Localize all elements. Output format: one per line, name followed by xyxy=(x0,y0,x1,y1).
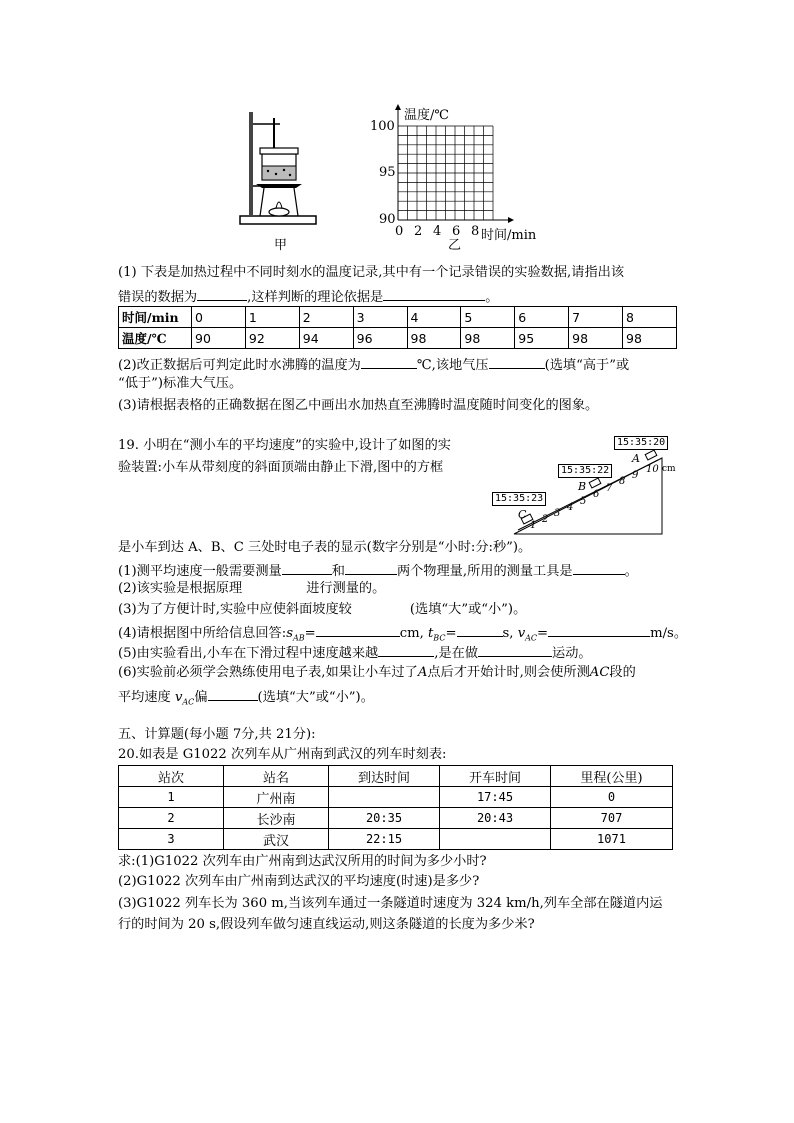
table-header: 站名 xyxy=(224,766,329,787)
point-c: C xyxy=(518,508,527,521)
x-tick-2: 2 xyxy=(414,224,423,239)
train-timetable xyxy=(118,765,673,850)
boiling-apparatus-drawing xyxy=(232,108,322,233)
scale-6: 6 xyxy=(593,489,600,500)
table-header-temperature: 温度/℃ xyxy=(119,328,192,349)
clock-a: 15:35:20 xyxy=(614,436,668,450)
clock-b: 15:35:22 xyxy=(558,464,612,478)
y-tick-90: 90 xyxy=(379,212,396,227)
q19-intro-line3: 是小车到达 A、B、C 三处时电子表的显示(数字分别是“小时:分:秒”)。 xyxy=(118,540,532,555)
q19-sub5: (5)由实验看出,小车在下滑过程中速度越来越 ,是在做 运动。 xyxy=(118,642,592,663)
point-a: A xyxy=(632,452,640,465)
x-tick-8: 8 xyxy=(471,224,480,239)
scale-4: 4 xyxy=(567,502,574,513)
x-tick-0: 0 xyxy=(395,224,404,239)
table-row: 1 广州南 17:45 0 xyxy=(119,787,673,808)
answer-blank[interactable] xyxy=(548,622,650,637)
x-tick-6: 6 xyxy=(452,224,461,239)
q18-part1-line1: (1) 下表是加热过程中不同时刻水的温度记录,其中有一个记录错误的实验数据,请指出该 xyxy=(118,265,625,280)
table-header: 到达时间 xyxy=(329,766,440,787)
answer-blank[interactable] xyxy=(316,622,400,637)
table-header-time: 时间/min xyxy=(119,307,192,328)
scale-7: 7 xyxy=(606,483,613,494)
q20-ask3-line2: 行的时间为 20 s,假设列车做匀速直线运动,则这条隧道的长度为多少米? xyxy=(118,917,535,932)
q20-ask1: 求:(1)G1022 次列车由广州南到达武汉所用的时间为多少小时? xyxy=(118,854,487,869)
q19-sub4: (4)请根据图中所给信息回答$:s_{AB}=$ cm, $t_{BC}= s$, $v_{AC}= m/s$。 xyxy=(118,622,687,648)
scale-5: 5 xyxy=(580,496,587,507)
q18-part2-line1: (2)改正数据后可判定此时水沸腾的温度为 ℃,该地气压 (选填“高于”或 xyxy=(118,354,629,375)
q19-sub2: (2)该实验是根据原理 进行测量的。 xyxy=(118,581,386,596)
figure-temperature-grid xyxy=(368,100,558,253)
answer-blank[interactable] xyxy=(478,642,552,657)
scale-2: 2 xyxy=(542,514,549,525)
figure-label-yi: 乙 xyxy=(448,238,462,253)
q20-ask2: (2)G1022 次列车由广州南到达武汉的平均速度(时速)是多少? xyxy=(118,874,480,889)
y-tick-100: 100 xyxy=(370,119,395,134)
scale-unit: cm xyxy=(662,464,676,474)
answer-blank[interactable] xyxy=(489,354,545,369)
section5-title: 五、计算题(每小题 7分,共 21分): xyxy=(118,727,316,742)
q19-intro-line1: 19. 小明在“测小车的平均速度”的实验中,设计了如图的实 xyxy=(118,438,451,453)
answer-blank[interactable] xyxy=(378,642,434,657)
table-row xyxy=(119,766,673,787)
q19-sub6-line2: 平均速度 $v_{AC}$偏 (选填“大”或“小”)。 xyxy=(118,686,374,712)
x-axis-label: 时间/min xyxy=(481,228,537,243)
answer-blank[interactable] xyxy=(282,560,332,575)
q20-ask3-line1: (3)G1022 列车长为 360 m,当该列车通过一条隧道时速度为 324 km/h,列车全部在隧道内运 xyxy=(118,896,663,911)
q19-sub6-line1: (6)实验前必须学会熟练使用电子表,如果让小车过了A点后才开始计时,则会使所测AC段的 xyxy=(118,665,636,680)
answer-blank[interactable] xyxy=(345,560,397,575)
scale-10: 10 xyxy=(646,464,659,475)
answer-blank[interactable] xyxy=(208,686,258,701)
table-row: 3 武汉 22:15 1071 xyxy=(119,829,673,850)
table-header: 里程(公里) xyxy=(551,766,673,787)
table-row: 温度/℃ 90 92 94 96 98 98 95 98 98 xyxy=(119,328,677,349)
q19-sub1: (1)测平均速度一般需要测量 和 两个物理量,所用的测量工具是 。 xyxy=(118,560,638,581)
q20-intro: 20.如表是 G1022 次列车从广州南到武汉的列车时刻表: xyxy=(118,747,447,762)
figure-apparatus xyxy=(232,108,322,253)
scale-9: 9 xyxy=(632,470,639,481)
q18-part1-line2: 错误的数据为 ,这样判断的理论依据是 。 xyxy=(118,286,498,307)
point-b: B xyxy=(578,480,587,493)
temperature-record-table xyxy=(118,306,677,349)
answer-blank[interactable] xyxy=(383,286,485,301)
answer-blank[interactable] xyxy=(361,354,417,369)
q19-sub3: (3)为了方便计时,实验中应使斜面坡度较 (选填“大”或“小”)。 xyxy=(118,602,527,617)
figure-label-jia: 甲 xyxy=(274,238,288,253)
q19-intro-line2: 验装置:小车从带刻度的斜面顶端由静止下滑,图中的方框 xyxy=(118,460,444,475)
q18-part2-line2: “低于”)标准大气压。 xyxy=(118,376,243,391)
q18-part3: (3)请根据表格的正确数据在图乙中画出水加热直至沸腾时温度随时间变化的图象。 xyxy=(118,398,599,413)
table-row: 2 长沙南 20:35 20:43 707 xyxy=(119,808,673,829)
x-tick-4: 4 xyxy=(433,224,442,239)
y-axis-label: 温度/℃ xyxy=(404,108,449,123)
incline-figure xyxy=(490,432,680,542)
table-row: 时间/min 0 1 2 3 4 5 6 7 8 xyxy=(119,307,677,328)
table-header: 站次 xyxy=(119,766,224,787)
y-tick-95: 95 xyxy=(379,165,396,180)
answer-blank[interactable] xyxy=(573,560,625,575)
answer-blank[interactable] xyxy=(457,622,503,637)
scale-3: 3 xyxy=(554,508,561,519)
scale-1: 1 xyxy=(530,520,537,531)
scale-8: 8 xyxy=(619,476,626,487)
clock-c: 15:35:23 xyxy=(492,492,546,506)
table-header: 开车时间 xyxy=(440,766,551,787)
answer-blank[interactable] xyxy=(197,286,247,301)
